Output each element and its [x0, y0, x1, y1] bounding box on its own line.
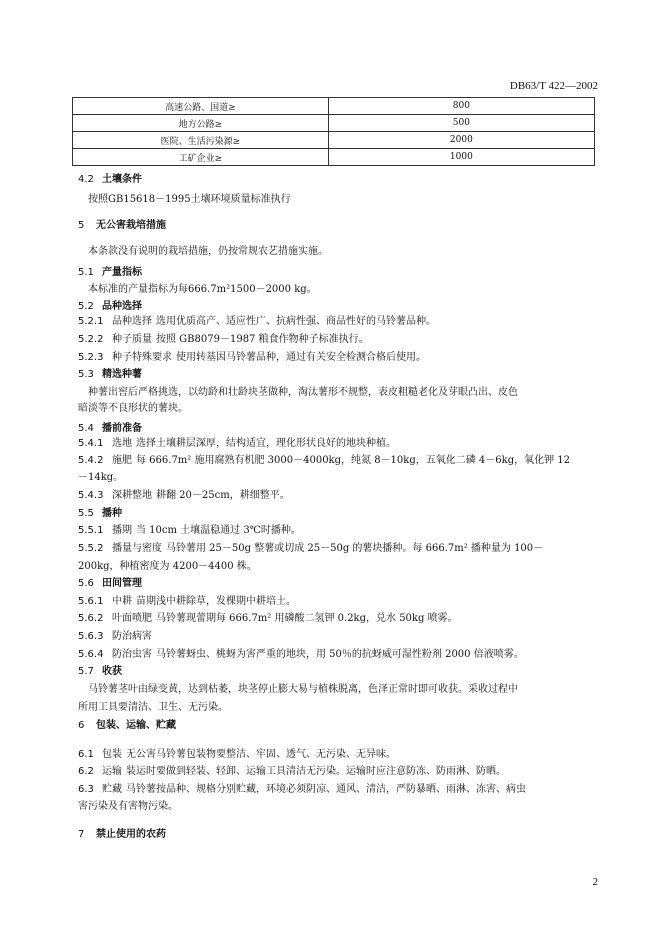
clause-label: 贮藏: [102, 784, 122, 795]
section-title: 收获: [102, 666, 122, 677]
table-row: [73, 149, 595, 166]
section-number: 5: [78, 220, 85, 231]
section-heading: [78, 662, 122, 677]
clause-label: 种子质量: [112, 334, 152, 345]
body-line: [78, 348, 426, 363]
body-line: [78, 539, 543, 554]
clause-label: 中耕: [112, 596, 132, 607]
clause-text: 马铃薯用 25－50g 整薯或切成 25－50g 的薯块播种。每 666.7m² 播种量为 100－: [166, 543, 544, 554]
section-number: 6.3: [78, 784, 94, 795]
body-line: [78, 521, 301, 536]
clause-text: 200kg，种植密度为 4200－4400 株。: [78, 561, 257, 572]
body-line: [78, 745, 396, 760]
clause-text: 按照GB15618－1995土壤环境质量标准执行: [88, 194, 291, 205]
table-cell: 高速公路、国道≥: [73, 98, 329, 115]
section-heading: [78, 419, 142, 434]
section-heading: [78, 297, 142, 312]
section-number: 6.2: [78, 766, 94, 777]
body-line: [78, 434, 396, 449]
body-line: [78, 468, 123, 483]
section-number: 5.1: [78, 267, 94, 278]
body-line: [88, 190, 291, 205]
section-number: 5.6.2: [78, 613, 104, 624]
body-line: [78, 780, 526, 795]
body-line: [78, 698, 228, 713]
body-line: [88, 280, 317, 295]
clause-text: 使用转基因马铃薯品种，通过有关安全检测合格后使用。: [176, 352, 426, 363]
section-heading: [78, 263, 142, 278]
section-title: 品种选择: [102, 301, 142, 312]
body-line: [78, 609, 458, 624]
section-number: 5.6.4: [78, 649, 104, 660]
section-heading: [78, 716, 176, 731]
clause-label: 深耕整地: [112, 490, 152, 501]
distance-table: [72, 97, 595, 166]
section-number: 5.3: [78, 369, 94, 380]
section-number: 4.2: [78, 174, 94, 185]
clause-label: 防治病害: [112, 631, 152, 642]
table-cell: 1000: [328, 149, 594, 166]
clause-text: 害污染及有害物污染。: [78, 801, 178, 812]
section-number: 5.5.2: [78, 543, 104, 554]
section-number: 5.6.1: [78, 596, 104, 607]
clause-text: 无公害马铃薯包装物要整洁、牢固、透气、无污染、无异味。: [126, 749, 396, 760]
clause-text: 本标准的产量指标为每666.7m²1500－2000 kg。: [88, 284, 317, 295]
clause-text: 苗期浅中耕除草，发棵期中耕培土。: [136, 596, 296, 607]
section-title: 播种: [102, 508, 122, 519]
section-heading: [78, 825, 166, 840]
section-title: 土壤条件: [102, 174, 142, 185]
body-line: [78, 797, 178, 812]
section-number: 5.4.3: [78, 490, 104, 501]
clause-text: 当 10cm 土壤温稳通过 3℃时播种。: [136, 525, 301, 536]
clause-text: 马铃薯现蕾期每 666.7m² 用磷酸二氢钾 0.2kg，兑水 50kg 喷雾。: [156, 613, 458, 624]
section-number: 5.2.1: [78, 316, 104, 327]
clause-text: 选择土壤耕层深厚，结构适宜，理化形状良好的地块种植。: [136, 438, 396, 449]
clause-label: 播期: [112, 525, 132, 536]
section-title: 播前准备: [102, 423, 142, 434]
clause-text: 选用优质高产、适应性广、抗病性强、商品性好的马铃薯品种。: [156, 316, 436, 327]
table-row: [73, 132, 595, 149]
body-line: [78, 312, 436, 327]
table-row: [73, 115, 595, 132]
document-code: DB63/T 422—2002: [509, 80, 598, 92]
table-cell: 工矿企业≥: [73, 149, 329, 166]
section-heading: [78, 170, 142, 185]
section-heading: [78, 365, 142, 380]
section-number: 7: [78, 829, 85, 840]
clause-text: 所用工具要清洁、卫生、无污染。: [78, 702, 228, 713]
section-number: 5.4.1: [78, 438, 104, 449]
section-heading: [78, 216, 166, 231]
clause-label: 施肥: [112, 455, 132, 466]
body-line: [88, 383, 518, 398]
section-number: 5.4: [78, 423, 94, 434]
section-number: 5.4.2: [78, 455, 104, 466]
section-number: 5.6: [78, 578, 94, 589]
section-title: 禁止使用的农药: [96, 829, 166, 840]
section-number: 5.7: [78, 666, 94, 677]
table-cell: 2000: [328, 132, 594, 149]
section-number: 5.2.2: [78, 334, 104, 345]
clause-label: 种子特殊要求: [112, 352, 172, 363]
table-cell: 500: [328, 115, 594, 132]
section-title: 田间管理: [102, 578, 142, 589]
body-line: [78, 592, 296, 607]
section-number: 5.6.3: [78, 631, 104, 642]
body-line: [88, 680, 518, 695]
section-title: 包装、运输、贮藏: [96, 720, 176, 731]
section-number: 6: [78, 720, 85, 731]
section-title: 精选种薯: [102, 369, 142, 380]
clause-text: 按照 GB8079－1987 粮食作物种子标准执行。: [156, 334, 369, 345]
section-number: 5.5.1: [78, 525, 104, 536]
section-title: 无公害栽培措施: [96, 220, 166, 231]
clause-label: 播量与密度: [112, 543, 162, 554]
body-line: [78, 486, 290, 501]
section-number: 6.1: [78, 749, 94, 760]
page-number: 2: [592, 876, 598, 888]
clause-text: 每 666.7m² 施用腐熟有机肥 3000－4000kg，纯氮 8－10kg，五氧化二磷 4－6kg，氧化钾 12: [136, 455, 571, 466]
section-title: 产量指标: [102, 267, 142, 278]
clause-label: 防治虫害: [112, 649, 152, 660]
clause-text: 种薯出窖后严格挑选，以幼龄和壮龄块茎做种，淘汰薯形不规整，表皮粗糙老化及芽眼凸出、皮色: [88, 387, 518, 398]
clause-label: 运输: [102, 766, 122, 777]
body-line: [78, 557, 257, 572]
clause-text: 装运时要做到轻装、轻卸、运输工具清洁无污染。运输时应注意防冻、防雨淋、防晒。: [126, 766, 506, 777]
clause-text: 马铃薯茎叶由绿变黄，达到枯萎，块茎停止膨大易与植株脱离，色泽正常时即可收获。采收过程中: [88, 684, 518, 695]
section-number: 5.2: [78, 301, 94, 312]
clause-label: 品种选择: [112, 316, 152, 327]
clause-label: 选地: [112, 438, 132, 449]
section-number: 5.5: [78, 508, 94, 519]
clause-text: 马铃薯按品种、规格分别贮藏，环境必须阴凉、通风、清洁，严防暴晒、雨淋、冻害、病虫: [126, 784, 526, 795]
table-cell: 地方公路≥: [73, 115, 329, 132]
body-line: [88, 242, 328, 257]
clause-text: 本条款没有说明的栽培措施，仍按常规农艺措施实施。: [88, 246, 328, 257]
section-heading: [78, 574, 142, 589]
body-line: [78, 330, 369, 345]
clause-text: －14kg。: [78, 472, 124, 483]
body-line: [78, 399, 188, 414]
body-line: [78, 451, 570, 466]
clause-text: 马铃薯蚜虫、桃蚜为害严重的地块，用 50％的抗蚜威可湿性粉剂 2000 倍液喷雾。: [156, 649, 524, 660]
section-number: 5.2.3: [78, 352, 104, 363]
table-cell: 800: [328, 98, 594, 115]
clause-label: 包装: [102, 749, 122, 760]
clause-text: 耕翻 20－25cm，耕细整平。: [156, 490, 290, 501]
body-line: [78, 762, 506, 777]
body-line: [78, 627, 156, 642]
table-row: [73, 98, 595, 115]
clause-text: 暗淡等不良形状的薯块。: [78, 403, 188, 414]
body-line: [78, 645, 524, 660]
section-heading: [78, 504, 122, 519]
clause-label: 叶面喷肥: [112, 613, 152, 624]
table-cell: 医院、生活污染源≥: [73, 132, 329, 149]
